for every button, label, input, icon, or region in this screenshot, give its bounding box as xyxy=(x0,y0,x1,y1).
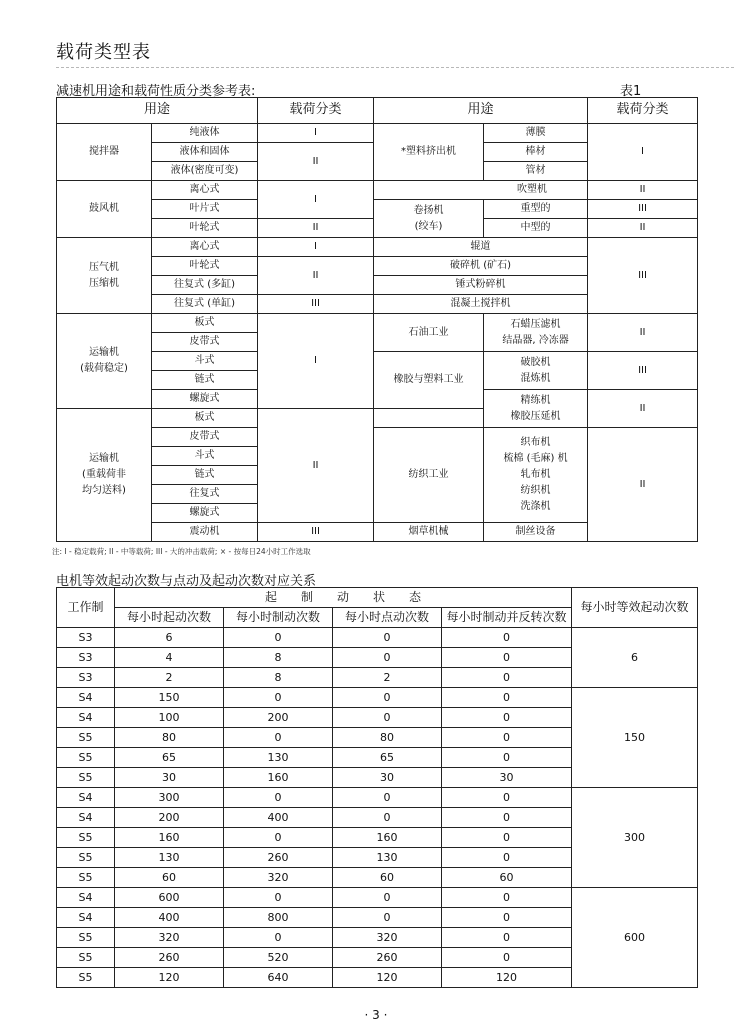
starts-cell: 120 xyxy=(115,968,224,988)
reversals-cell: 0 xyxy=(442,888,572,908)
item-cell: 棒材 xyxy=(484,143,588,162)
starts-cell: 130 xyxy=(115,848,224,868)
item-cell: 震动机 xyxy=(152,523,258,542)
reversals-cell: 0 xyxy=(442,908,572,928)
group-compressor xyxy=(57,238,152,314)
item-cell: 叶轮式 xyxy=(152,257,258,276)
reversals-cell: 0 xyxy=(442,788,572,808)
item-cell: 离心式 xyxy=(152,238,258,257)
group-winch xyxy=(374,200,484,238)
item-cell xyxy=(484,428,588,523)
item-cell xyxy=(484,314,588,352)
brakes-cell: 260 xyxy=(224,848,333,868)
load-cell: II xyxy=(258,257,374,295)
jogs-cell: 0 xyxy=(333,908,442,928)
brakes-cell: 400 xyxy=(224,808,333,828)
winch-name: 卷扬机 xyxy=(413,204,444,216)
item-cell: 往复式 (单缸) xyxy=(152,295,258,314)
equivalent-starts-cell: 600 xyxy=(572,888,698,988)
duty-cell: S4 xyxy=(57,908,115,928)
load-cell: II xyxy=(258,143,374,181)
load-cell: II xyxy=(588,219,698,238)
starts-cell: 100 xyxy=(115,708,224,728)
item-cell: 螺旋式 xyxy=(152,504,258,523)
duty-cell: S5 xyxy=(57,728,115,748)
reversals-cell: 0 xyxy=(442,948,572,968)
group-conveyor-heavy xyxy=(57,409,152,542)
table-row xyxy=(57,888,698,908)
load-cell: II xyxy=(258,219,374,238)
brakes-cell: 8 xyxy=(224,668,333,688)
table1-caption: 减速机用途和载荷性质分类参考表: xyxy=(56,84,256,99)
item-cell: 斗式 xyxy=(152,447,258,466)
jogs-cell: 0 xyxy=(333,888,442,908)
table-row xyxy=(57,788,698,808)
item-cell: 皮带式 xyxy=(152,333,258,352)
load-cell: III xyxy=(258,295,374,314)
reversals-cell: 0 xyxy=(442,708,572,728)
load-cell: I xyxy=(258,124,374,143)
item-blow-molding: 吹塑机 xyxy=(374,181,588,200)
jogs-cell: 30 xyxy=(333,768,442,788)
starts-cell: 6 xyxy=(115,628,224,648)
equivalent-starts-cell: 300 xyxy=(572,788,698,888)
jogs-cell: 120 xyxy=(333,968,442,988)
table1-note: 注: I - 稳定载荷; II - 中等载荷; III - 大的冲击载荷; × - 按每日24小时工作选取 xyxy=(52,547,311,556)
item-cell: 叶轮式 xyxy=(152,219,258,238)
starts-cell: 60 xyxy=(115,868,224,888)
jogs-cell: 60 xyxy=(333,868,442,888)
header-usage-right: 用途 xyxy=(374,98,588,124)
brakes-cell: 160 xyxy=(224,768,333,788)
equivalent-starts-cell: 6 xyxy=(572,628,698,688)
brakes-cell: 640 xyxy=(224,968,333,988)
equivalent-starts-cell: 150 xyxy=(572,688,698,788)
page-title: 载荷类型表 xyxy=(56,42,151,63)
reversals-cell: 0 xyxy=(442,828,572,848)
reversals-cell: 60 xyxy=(442,868,572,888)
petro-item-a: 石蜡压滤机 xyxy=(510,318,561,330)
starts-cell: 4 xyxy=(115,648,224,668)
brakes-cell: 8 xyxy=(224,648,333,668)
item-crusher: 破碎机 (矿石) xyxy=(374,257,588,276)
item-cell: 叶片式 xyxy=(152,200,258,219)
duty-cell: S5 xyxy=(57,748,115,768)
load-type-table xyxy=(56,97,698,542)
header-duty: 工作制 xyxy=(57,588,115,628)
compressor-name-b: 压缩机 xyxy=(89,277,119,289)
item-cell: 链式 xyxy=(152,371,258,390)
heavy-conveyor-note-a: (重载荷非 xyxy=(82,469,126,480)
item-roller: 辊道 xyxy=(374,238,588,257)
starts-cell: 65 xyxy=(115,748,224,768)
jogs-cell: 65 xyxy=(333,748,442,768)
table-row xyxy=(57,628,698,648)
brakes-cell: 0 xyxy=(224,788,333,808)
jogs-cell: 80 xyxy=(333,728,442,748)
item-cell: 制丝设备 xyxy=(484,523,588,542)
group-mixer: 搅拌器 xyxy=(57,124,152,181)
start-count-table xyxy=(56,587,698,988)
item-cell: 皮带式 xyxy=(152,428,258,447)
item-cell: 重型的 xyxy=(484,200,588,219)
duty-cell: S5 xyxy=(57,928,115,948)
jogs-cell: 0 xyxy=(333,708,442,728)
brakes-cell: 0 xyxy=(224,628,333,648)
item-cell: 斗式 xyxy=(152,352,258,371)
load-cell: II xyxy=(258,409,374,523)
item-cell: 纯液体 xyxy=(152,124,258,143)
starts-cell: 80 xyxy=(115,728,224,748)
load-cell: I xyxy=(258,314,374,409)
group-conveyor-steady xyxy=(57,314,152,409)
jogs-cell: 0 xyxy=(333,648,442,668)
winch-note: (绞车) xyxy=(414,220,443,232)
item-cell xyxy=(484,390,588,428)
heavy-conveyor-name: 运输机 xyxy=(89,453,119,464)
textile-item: 洗涤机 xyxy=(520,501,551,512)
item-cell: 链式 xyxy=(152,466,258,485)
item-cell: 管材 xyxy=(484,162,588,181)
item-cell: 往复式 (多缸) xyxy=(152,276,258,295)
duty-cell: S4 xyxy=(57,808,115,828)
compressor-name-a: 压气机 xyxy=(89,261,119,273)
conveyor-name: 运输机 xyxy=(89,347,119,358)
reversals-cell: 0 xyxy=(442,628,572,648)
subheader-jogs: 每小时点动次数 xyxy=(333,608,442,628)
item-cell: 液体(密度可变) xyxy=(152,162,258,181)
starts-cell: 160 xyxy=(115,828,224,848)
reversals-cell: 0 xyxy=(442,808,572,828)
header-equivalent: 每小时等效起动次数 xyxy=(572,588,698,628)
brakes-cell: 800 xyxy=(224,908,333,928)
duty-cell: S4 xyxy=(57,708,115,728)
heavy-conveyor-note-b: 均匀送料) xyxy=(82,485,126,496)
group-blower: 鼓风机 xyxy=(57,181,152,238)
starts-cell: 300 xyxy=(115,788,224,808)
page-number: · 3 · xyxy=(364,1008,388,1022)
reversals-cell: 0 xyxy=(442,928,572,948)
reversals-cell: 120 xyxy=(442,968,572,988)
starts-cell: 400 xyxy=(115,908,224,928)
textile-item: 纺织机 xyxy=(520,485,551,496)
item-cell xyxy=(484,352,588,390)
subheader-reversals: 每小时制动并反转次数 xyxy=(442,608,572,628)
rubber-item-b2: 橡胶压延机 xyxy=(510,410,561,422)
duty-cell: S5 xyxy=(57,848,115,868)
reversals-cell: 0 xyxy=(442,688,572,708)
starts-cell: 200 xyxy=(115,808,224,828)
starts-cell: 150 xyxy=(115,688,224,708)
rubber-item-a1: 破胶机 xyxy=(520,356,551,368)
starts-cell: 2 xyxy=(115,668,224,688)
duty-cell: S4 xyxy=(57,788,115,808)
table1-label: 表1 xyxy=(620,84,642,99)
group-rubber: 橡胶与塑料工业 xyxy=(374,352,484,409)
duty-cell: S5 xyxy=(57,968,115,988)
jogs-cell: 260 xyxy=(333,948,442,968)
table2-caption: 电机等效起动次数与点动及起动次数对应关系 xyxy=(56,574,317,589)
reversals-cell: 30 xyxy=(442,768,572,788)
brakes-cell: 0 xyxy=(224,688,333,708)
jogs-cell: 0 xyxy=(333,808,442,828)
load-cell: III xyxy=(588,238,698,314)
duty-cell: S5 xyxy=(57,868,115,888)
textile-item: 织布机 xyxy=(520,437,551,448)
reversals-cell: 0 xyxy=(442,728,572,748)
duty-cell: S3 xyxy=(57,628,115,648)
header-usage-left: 用途 xyxy=(57,98,258,124)
brakes-cell: 0 xyxy=(224,928,333,948)
duty-cell: S5 xyxy=(57,768,115,788)
load-cell: I xyxy=(588,124,698,181)
header-load-right: 载荷分类 xyxy=(588,98,698,124)
subheader-brakes: 每小时制动次数 xyxy=(224,608,333,628)
load-cell: II xyxy=(588,428,698,542)
jogs-cell: 0 xyxy=(333,628,442,648)
table-row xyxy=(57,688,698,708)
group-petroleum: 石油工业 xyxy=(374,314,484,352)
jogs-cell: 2 xyxy=(333,668,442,688)
jogs-cell: 160 xyxy=(333,828,442,848)
starts-cell: 320 xyxy=(115,928,224,948)
duty-cell: S5 xyxy=(57,828,115,848)
item-cell: 离心式 xyxy=(152,181,258,200)
conveyor-note: (载荷稳定) xyxy=(80,363,128,374)
duty-cell: S3 xyxy=(57,648,115,668)
item-cell: 液体和固体 xyxy=(152,143,258,162)
brakes-cell: 520 xyxy=(224,948,333,968)
starts-cell: 260 xyxy=(115,948,224,968)
jogs-cell: 0 xyxy=(333,688,442,708)
reversals-cell: 0 xyxy=(442,848,572,868)
duty-cell: S5 xyxy=(57,948,115,968)
group-extruder: *塑料挤出机 xyxy=(374,124,484,181)
brakes-cell: 130 xyxy=(224,748,333,768)
rubber-item-b1: 精练机 xyxy=(520,394,551,406)
reversals-cell: 0 xyxy=(442,648,572,668)
item-hammer: 锤式粉碎机 xyxy=(374,276,588,295)
load-cell: III xyxy=(588,200,698,219)
jogs-cell: 320 xyxy=(333,928,442,948)
starts-cell: 30 xyxy=(115,768,224,788)
item-cell: 中型的 xyxy=(484,219,588,238)
item-cell: 板式 xyxy=(152,409,258,428)
load-cell: II xyxy=(588,181,698,200)
textile-item: 梳棉 (毛麻) 机 xyxy=(503,453,568,464)
item-cell: 往复式 xyxy=(152,485,258,504)
jogs-cell: 0 xyxy=(333,788,442,808)
brakes-cell: 0 xyxy=(224,888,333,908)
item-cell: 板式 xyxy=(152,314,258,333)
load-cell: II xyxy=(588,390,698,428)
textile-item: 轧布机 xyxy=(520,469,551,480)
group-tobacco: 烟草机械 xyxy=(374,523,484,542)
duty-cell: S4 xyxy=(57,688,115,708)
reversals-cell: 0 xyxy=(442,668,572,688)
group-textile: 纺织工业 xyxy=(374,428,484,523)
item-concrete-mixer: 混凝土搅拌机 xyxy=(374,295,588,314)
title-divider xyxy=(56,67,734,68)
item-cell: 薄膜 xyxy=(484,124,588,143)
rubber-item-a2: 混炼机 xyxy=(520,372,551,384)
brakes-cell: 0 xyxy=(224,828,333,848)
load-cell: II xyxy=(588,314,698,352)
brakes-cell: 200 xyxy=(224,708,333,728)
reversals-cell: 0 xyxy=(442,748,572,768)
load-cell: III xyxy=(588,352,698,390)
starts-cell: 600 xyxy=(115,888,224,908)
jogs-cell: 130 xyxy=(333,848,442,868)
header-state-group: 起 制 动 状 态 xyxy=(115,588,572,608)
load-cell: I xyxy=(258,181,374,219)
duty-cell: S3 xyxy=(57,668,115,688)
duty-cell: S4 xyxy=(57,888,115,908)
header-load-left: 载荷分类 xyxy=(258,98,374,124)
load-cell: I xyxy=(258,238,374,257)
brakes-cell: 0 xyxy=(224,728,333,748)
load-cell: III xyxy=(258,523,374,542)
brakes-cell: 320 xyxy=(224,868,333,888)
petro-item-b: 结晶器, 冷冻器 xyxy=(502,334,569,346)
item-cell: 螺旋式 xyxy=(152,390,258,409)
subheader-starts: 每小时起动次数 xyxy=(115,608,224,628)
